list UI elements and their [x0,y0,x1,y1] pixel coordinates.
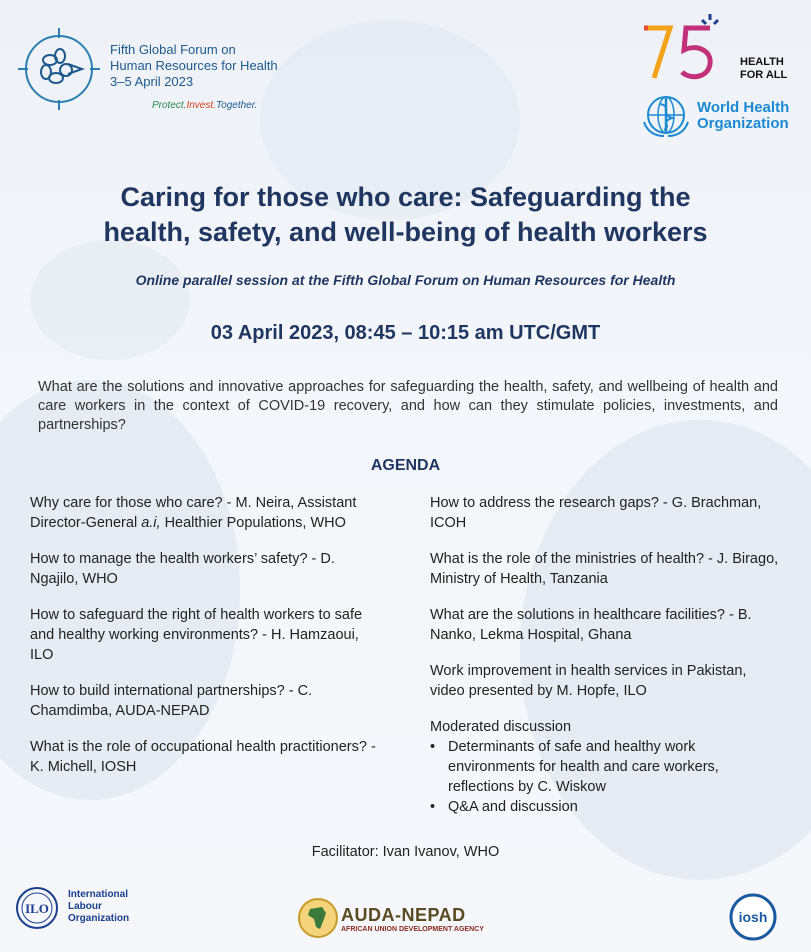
bullet-item: • Q&A and discussion [430,797,782,817]
facilitator: Facilitator: Ivan Ivanov, WHO [311,844,500,860]
agenda-text: Why care for those who care? - M. Neira, Assistant Director-General [30,495,357,531]
ilo-line1: International [68,889,129,900]
agenda-item: Work improvement in health services in Pakistan, video presented by M. Hopfe, ILO [430,663,747,699]
iosh-logo-icon [728,892,778,942]
forum-line2: Human Resources for Health [110,58,278,73]
agenda-italic: a.i, [141,515,161,531]
ilo-line2: Labour [68,901,102,912]
forum-line1: Fifth Global Forum on [110,42,236,57]
title-line2: health, safety, and well-being of health workers [103,217,708,247]
ilo-emblem-text: ILO [25,901,49,916]
health-for-all [740,56,787,82]
health-line1: HEALTH [740,56,784,68]
auda-emblem-icon [296,897,340,939]
agenda-item: How to safeguard the right of health workers to safe and healthy working environments? - H. Hamzaoui, ILO [30,607,363,663]
forum-dates: 3–5 April 2023 [110,74,194,89]
agenda-heading: AGENDA [370,457,441,474]
subtitle: Online parallel session at the Fifth Global Forum on Human Resources for Health [135,272,676,288]
health-line2: FOR ALL [740,69,788,81]
agenda-item: How to manage the health workers’ safety? - D. Ngajilo, WHO [30,551,335,587]
auda-subtitle: AFRICAN UNION DEVELOPMENT AGENCY [341,926,484,933]
ilo-line3: Organization [68,913,130,924]
agenda-item: How to build international partnerships? - C. Chamdimba, AUDA-NEPAD [30,683,313,719]
bullet-list [430,737,782,817]
who-75-logo-icon [640,12,720,82]
agenda-item: What is the role of occupational health practitioners? - K. Michell, IOSH [30,739,376,775]
tag-protect: Protect. [152,100,187,111]
agenda-item [30,493,382,533]
title-line1: Caring for those who care: Safeguarding the [120,182,691,212]
ilo-name [68,889,129,925]
tag-invest: Invest. [186,100,216,111]
bullet-item: • Determinants of safe and healthy work environments for health and care workers, reflections by C. Wiskow [430,737,782,797]
iosh-text: iosh [738,909,768,925]
agenda-left-column [30,493,382,793]
forum-name [110,42,278,90]
agenda-item [430,717,782,817]
who-line1: World Health [697,99,790,116]
forum-tagline [152,100,257,111]
agenda-item: What is the role of the ministries of health? - J. Birago, Ministry of Health, Tanzania [430,551,779,587]
who-name [697,100,789,132]
intro-question: What are the solutions and innovative approaches for safeguarding the health, safety, and wellbeing of health and care workers in the context of COVID-19 recovery, and how can they stimulate policies, investments, and partnerships? [38,379,778,433]
agenda-text: Moderated discussion [430,719,572,735]
ilo-emblem-icon [14,886,60,930]
event-date: 03 April 2023, 08:45 – 10:15 am UTC/GMT [210,322,601,344]
agenda-text: Healthier Populations, WHO [160,515,346,531]
page-title [20,180,791,250]
forum-logo-icon [16,26,102,112]
tag-together: Together. [215,100,258,111]
agenda-right-column [430,493,782,833]
agenda-item: How to address the research gaps? - G. Brachman, ICOH [430,495,762,531]
agenda-item: What are the solutions in healthcare facilities? - B. Nanko, Lekma Hospital, Ghana [430,607,752,643]
who-line2: Organization [697,115,789,132]
auda-name: AUDA-NEPAD [341,905,466,925]
who-emblem-icon [640,92,692,138]
